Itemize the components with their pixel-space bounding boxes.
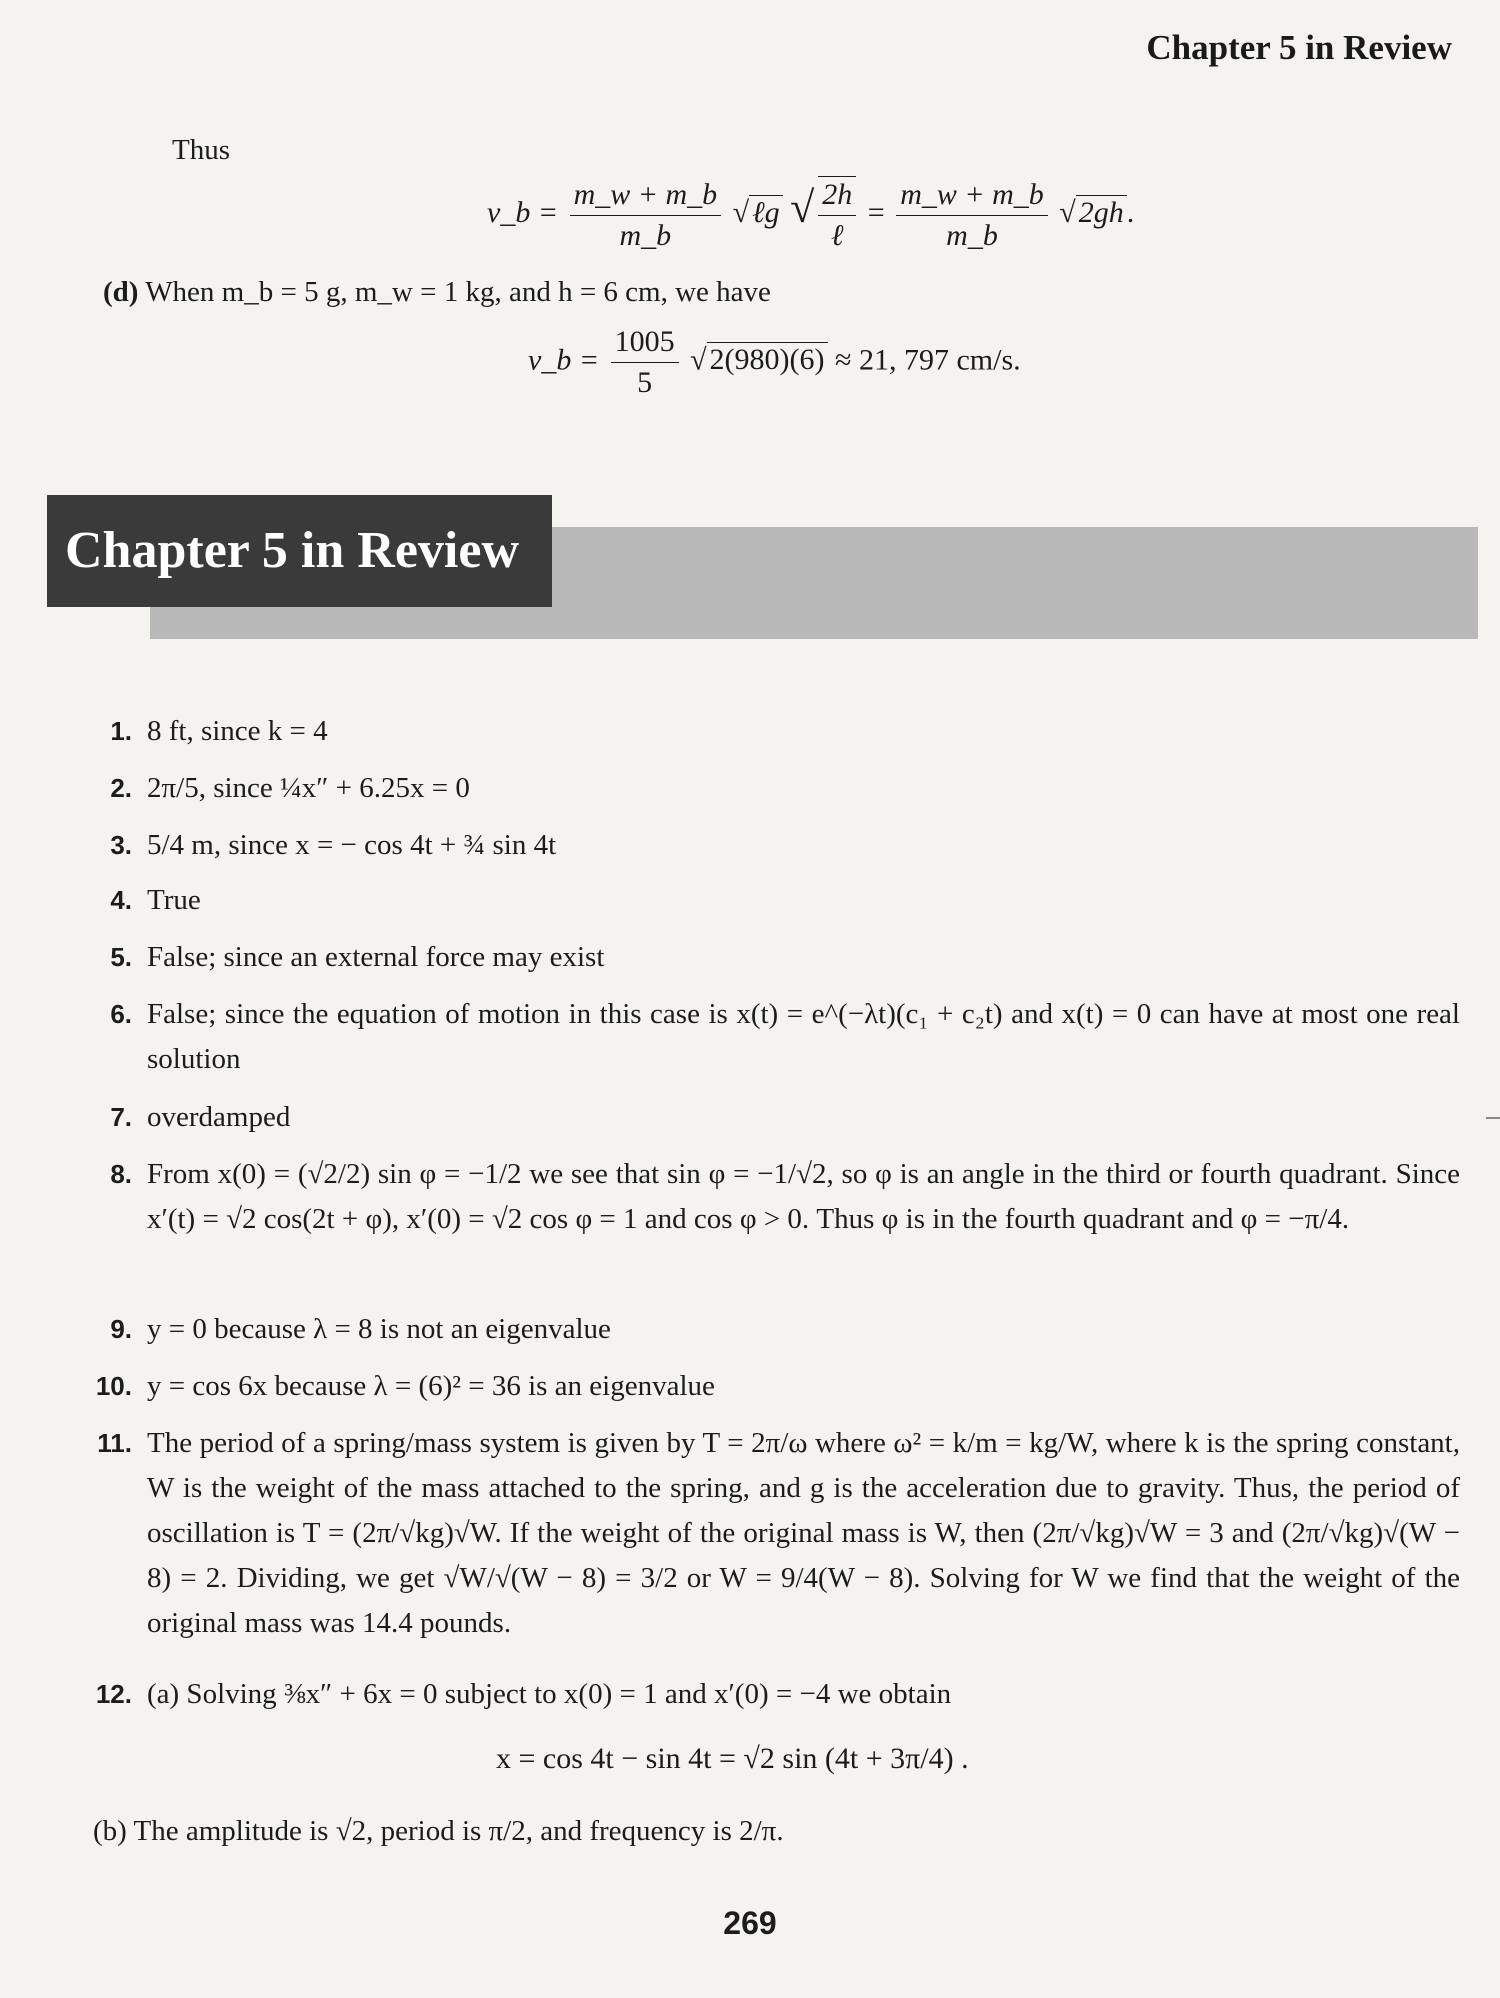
eq1-radical-fraction [818, 176, 856, 254]
list-item [50, 1421, 1460, 1646]
sqrt-symbol: √ [690, 343, 707, 377]
list-item [50, 766, 1460, 811]
eq1-fraction-2 [896, 177, 1048, 254]
list-item [50, 1364, 1460, 1409]
item-text: True [147, 884, 201, 916]
item12-equation: x = cos 4t − sin 4t = √2 sin (4t + 3π/4) . [496, 1742, 969, 1775]
item-number: 5. [110, 942, 132, 972]
eq1-rad2-denominator: ℓ [831, 219, 844, 252]
eq1-f2-numerator: m_w + m_b [896, 177, 1048, 216]
item-text: False; since an external force may exist [147, 941, 605, 973]
list-item [50, 935, 1460, 980]
item-number: 3. [110, 830, 132, 860]
part-d-text: When m_b = 5 g, m_w = 1 kg, and h = 6 cm, we have [145, 276, 771, 308]
list-item [50, 1307, 1460, 1352]
item-number: 11. [97, 1428, 132, 1458]
item-text: (a) Solving ⅜x″ + 6x = 0 subject to x(0) = 1 and x′(0) = −4 we obtain [147, 1678, 952, 1710]
list-item [50, 1672, 1460, 1717]
list-item [50, 878, 1460, 923]
item-number: 10. [95, 1371, 132, 1401]
item-number: 2. [110, 773, 132, 803]
eq1-f2-denominator: m_b [946, 218, 998, 252]
eq2-numerator: 1005 [611, 324, 679, 363]
eq1-radicand-3: 2gh [1076, 195, 1127, 230]
equation-vb-numeric [528, 324, 1021, 401]
eq1-f1-numerator: m_w + m_b [570, 177, 722, 216]
item-number: 12. [95, 1679, 132, 1709]
eq1-fraction-1 [570, 177, 722, 254]
item-text: 5/4 m, since x = − cos 4t + ¾ sin 4t [147, 829, 557, 861]
item-text: False; since the equation of motion in this case is x(t) = e^(−λt)(c₁ + c₂t) and x(t) = 0 can have at most one real solution [147, 998, 1460, 1075]
item-text: overdamped [147, 1101, 291, 1133]
item-number: 1. [110, 716, 132, 746]
page-number: 269 [723, 1905, 777, 1941]
eq2-denominator: 5 [637, 366, 653, 399]
eq1-equals: = [867, 195, 885, 229]
eq2-lhs: v_b = [528, 343, 600, 377]
running-head: Chapter 5 in Review [1146, 28, 1452, 67]
equation-vb-general [487, 176, 1134, 254]
item-number: 7. [110, 1102, 132, 1132]
edge-mark [1486, 1117, 1500, 1119]
list-item [50, 992, 1460, 1082]
item-text: 8 ft, since k = 4 [147, 715, 328, 747]
item-number: 6. [110, 999, 132, 1029]
thus-text: Thus [172, 134, 230, 166]
sqrt-symbol: √ [790, 182, 815, 232]
item12-part-b: (b) The amplitude is √2, period is π/2, and frequency is 2/π. [93, 1815, 784, 1847]
sqrt-symbol: √ [1059, 195, 1076, 229]
eq1-lhs: v_b = [487, 195, 559, 229]
eq2-radicand: 2(980)(6) [707, 342, 828, 377]
list-item [50, 823, 1460, 868]
item-text: y = cos 6x because λ = (6)² = 36 is an eigenvalue [147, 1370, 715, 1402]
part-d-line [103, 272, 771, 312]
list-item [50, 1152, 1460, 1242]
list-item [50, 709, 1460, 754]
item-number: 9. [110, 1314, 132, 1344]
eq1-f1-denominator: m_b [619, 218, 672, 252]
section-banner-title: Chapter 5 in Review [47, 495, 552, 607]
sqrt-symbol: √ [732, 195, 750, 229]
eq2-rhs: ≈ 21, 797 cm/s. [835, 343, 1021, 377]
part-d-label: (d) [103, 276, 139, 308]
item-text: y = 0 because λ = 8 is not an eigenvalue [147, 1313, 611, 1345]
eq1-period: . [1126, 195, 1135, 229]
item-number: 8. [110, 1159, 132, 1189]
eq1-rad2-numerator: 2h [818, 177, 856, 216]
eq1-radicand-1: ℓg [749, 195, 783, 230]
item-text: The period of a spring/mass system is given by T = 2π/ω where ω² = k/m = kg/W, where k is the spring constant, W is the weight of the mass attached to the spring, and g is the acceleration due to gravity. Thus, the period of oscillation is T = (2π/√kg)√W. If the weight of the original mass is W, then (2π/√kg)√W = 3 and (2π/√kg)√(W − 8) = 2. Dividing, we get √W/√(W − 8) = 3/2 or W = 9/4(W − 8). Solving for W we find that the weight of the original mass was 14.4 pounds. [147, 1427, 1460, 1639]
item-text: 2π/5, since ¼x″ + 6.25x = 0 [147, 772, 470, 804]
item-text: From x(0) = (√2/2) sin φ = −1/2 we see that sin φ = −1/√2, so φ is an angle in the third or fourth quadrant. Since x′(t) = √2 cos(2t + φ), x′(0) = √2 cos φ = 1 and cos φ > 0. Thus φ is in the fourth quadrant and φ = −π/4. [147, 1158, 1460, 1235]
eq2-fraction [611, 324, 679, 401]
item-number: 4. [110, 885, 132, 915]
list-item [50, 1095, 1460, 1140]
